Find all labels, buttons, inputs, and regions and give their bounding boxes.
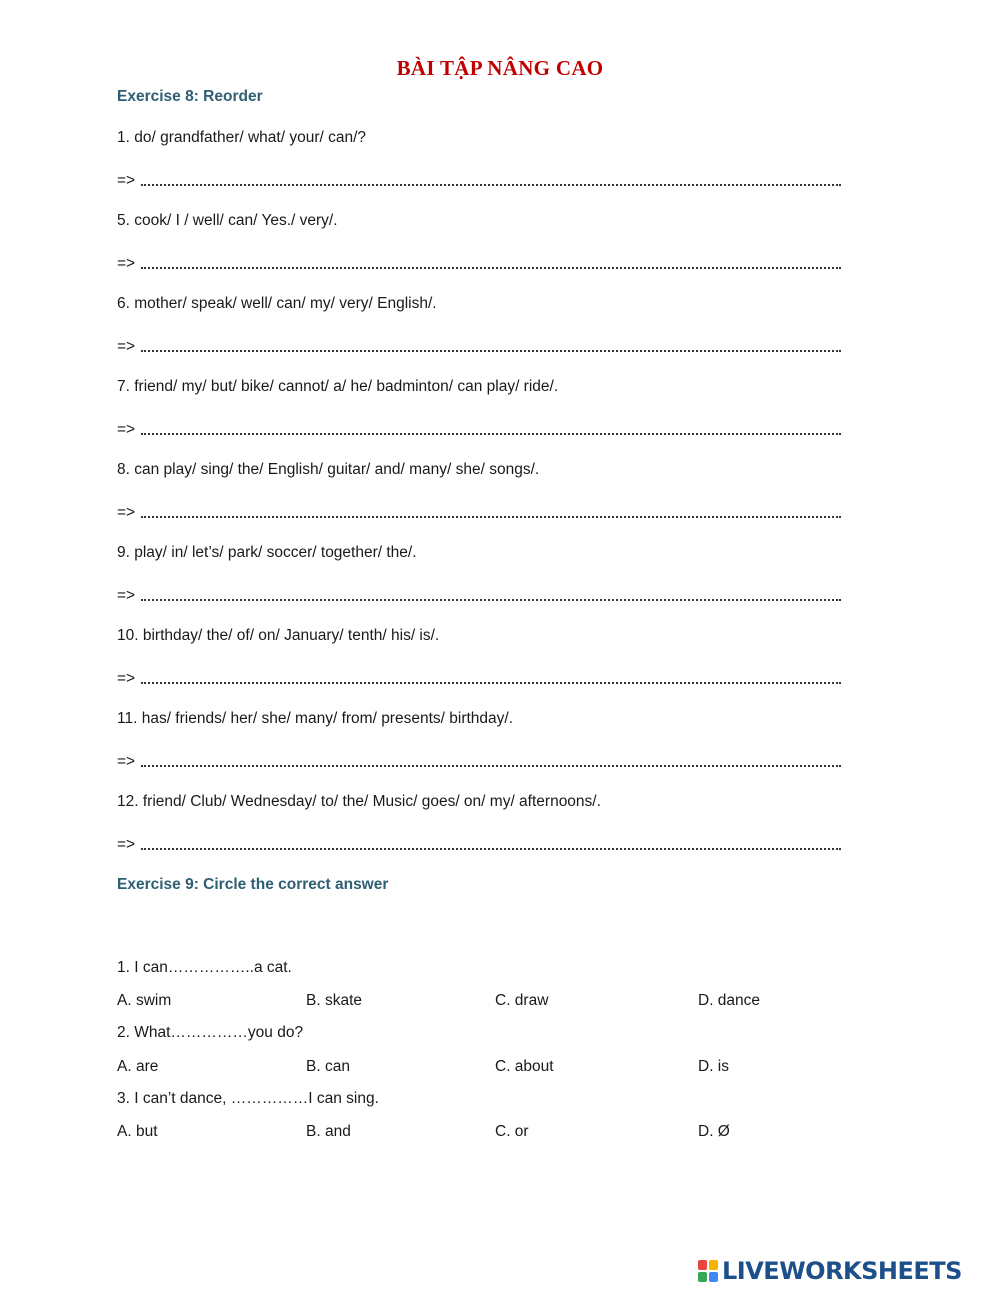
logo-block xyxy=(709,1260,718,1270)
mc-question-2: 2. What……………you do? xyxy=(117,1024,304,1041)
answer-line-9[interactable] xyxy=(117,585,841,605)
reorder-question-6: 6. mother/ speak/ well/ can/ my/ very/ English/. xyxy=(117,295,437,312)
answer-line-8[interactable] xyxy=(117,502,841,522)
reorder-question-10: 10. birthday/ the/ of/ on/ January/ tenth/ his/ is/. xyxy=(117,627,440,644)
reorder-question-8: 8. can play/ sing/ the/ English/ guitar/ and/ many/ she/ songs/. xyxy=(117,461,540,478)
mc-option-b[interactable]: B. can xyxy=(306,1058,350,1075)
answer-line-5[interactable] xyxy=(117,253,841,273)
answer-prefix: => xyxy=(117,255,136,272)
answer-blank[interactable] xyxy=(141,765,841,767)
answer-line-6[interactable] xyxy=(117,336,841,356)
answer-prefix: => xyxy=(117,421,136,438)
logo-block xyxy=(698,1260,707,1270)
answer-blank[interactable] xyxy=(141,848,841,850)
answer-blank[interactable] xyxy=(141,599,841,601)
reorder-question-9: 9. play/ in/ let’s/ park/ soccer/ together/ the/. xyxy=(117,544,417,561)
reorder-question-12: 12. friend/ Club/ Wednesday/ to/ the/ Music/ goes/ on/ my/ afternoons/. xyxy=(117,793,601,810)
answer-blank[interactable] xyxy=(141,267,841,269)
reorder-question-5: 5. cook/ I / well/ can/ Yes./ very/. xyxy=(117,212,338,229)
mc-option-d[interactable]: D. is xyxy=(698,1058,729,1075)
answer-blank[interactable] xyxy=(141,516,841,518)
answer-prefix: => xyxy=(117,836,136,853)
answer-prefix: => xyxy=(117,172,136,189)
answer-line-10[interactable] xyxy=(117,668,841,688)
mc-option-c[interactable]: C. or xyxy=(495,1123,529,1140)
answer-blank[interactable] xyxy=(141,350,841,352)
logo-block xyxy=(709,1272,718,1282)
answer-blank[interactable] xyxy=(141,184,841,186)
liveworksheets-logo xyxy=(697,1256,962,1286)
answer-line-11[interactable] xyxy=(117,751,841,771)
exercise-9-heading: Exercise 9: Circle the correct answer xyxy=(117,876,389,893)
mc-option-b[interactable]: B. skate xyxy=(306,992,362,1009)
reorder-question-1: 1. do/ grandfather/ what/ your/ can/? xyxy=(117,129,367,146)
reorder-question-11: 11. has/ friends/ her/ she/ many/ from/ presents/ birthday/. xyxy=(117,710,514,727)
mc-option-a[interactable]: A. are xyxy=(117,1058,159,1075)
logo-text: LIVEWORKSHEETS xyxy=(722,1257,962,1285)
mc-option-c[interactable]: C. about xyxy=(495,1058,554,1075)
mc-option-c[interactable]: C. draw xyxy=(495,992,549,1009)
answer-blank[interactable] xyxy=(141,433,841,435)
logo-blocks-icon xyxy=(697,1259,719,1283)
reorder-question-7: 7. friend/ my/ but/ bike/ cannot/ a/ he/ badminton/ can play/ ride/. xyxy=(117,378,559,395)
answer-prefix: => xyxy=(117,753,136,770)
page-title: BÀI TẬP NÂNG CAO xyxy=(396,56,604,80)
mc-question-1: 1. I can……………..a cat. xyxy=(117,959,292,976)
logo-block xyxy=(698,1272,707,1282)
mc-option-d[interactable]: D. Ø xyxy=(698,1123,730,1140)
mc-question-3: 3. I can’t dance, ……………I can sing. xyxy=(117,1090,379,1107)
answer-prefix: => xyxy=(117,587,136,604)
answer-prefix: => xyxy=(117,338,136,355)
exercise-8-heading: Exercise 8: Reorder xyxy=(117,88,263,105)
mc-option-a[interactable]: A. swim xyxy=(117,992,172,1009)
mc-option-b[interactable]: B. and xyxy=(306,1123,351,1140)
mc-option-d[interactable]: D. dance xyxy=(698,992,761,1009)
answer-prefix: => xyxy=(117,504,136,521)
answer-line-12[interactable] xyxy=(117,834,841,854)
answer-prefix: => xyxy=(117,670,136,687)
answer-blank[interactable] xyxy=(141,682,841,684)
answer-line-7[interactable] xyxy=(117,419,841,439)
mc-option-a[interactable]: A. but xyxy=(117,1123,158,1140)
answer-line-1[interactable] xyxy=(117,170,841,190)
